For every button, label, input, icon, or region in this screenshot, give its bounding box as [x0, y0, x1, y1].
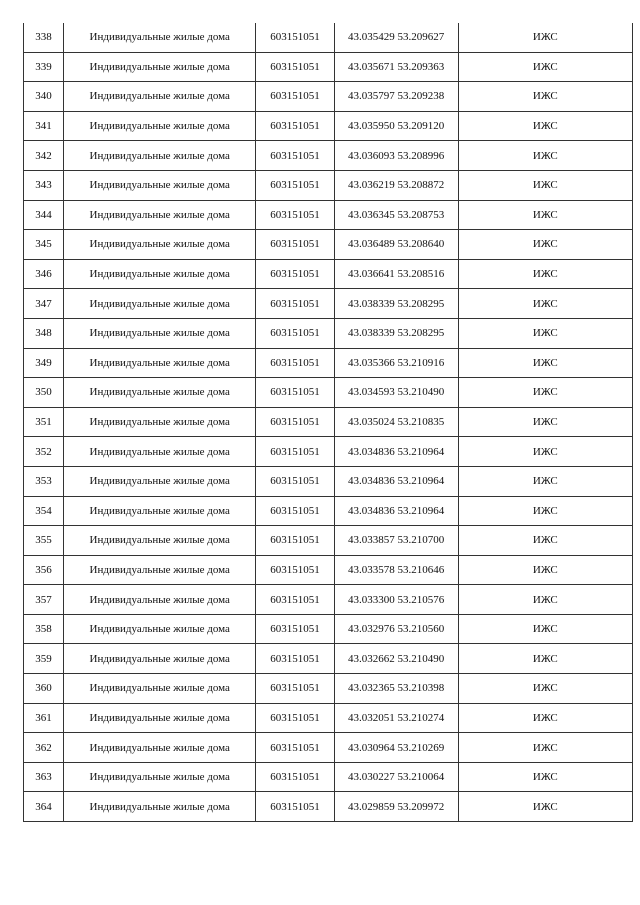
code-cell: 603151051 [256, 526, 334, 556]
object-name-cell: Индивидуальные жилые дома [64, 466, 256, 496]
object-name-cell: Индивидуальные жилые дома [64, 407, 256, 437]
code-cell: 603151051 [256, 466, 334, 496]
row-number-cell: 345 [24, 230, 64, 260]
type-cell: ИЖС [458, 289, 632, 319]
row-number-cell: 339 [24, 52, 64, 82]
row-number-cell: 343 [24, 170, 64, 200]
coordinates-cell: 43.034836 53.210964 [334, 496, 458, 526]
type-cell: ИЖС [458, 23, 632, 52]
object-name-cell: Индивидуальные жилые дома [64, 82, 256, 112]
table-row [24, 52, 633, 82]
table-row [24, 614, 633, 644]
table-row [24, 703, 633, 733]
code-cell: 603151051 [256, 348, 334, 378]
row-number-cell: 354 [24, 496, 64, 526]
table-row [24, 585, 633, 615]
table-row [24, 437, 633, 467]
code-cell: 603151051 [256, 289, 334, 319]
type-cell: ИЖС [458, 733, 632, 763]
object-name-cell: Индивидуальные жилые дома [64, 585, 256, 615]
table-row [24, 407, 633, 437]
code-cell: 603151051 [256, 52, 334, 82]
object-name-cell: Индивидуальные жилые дома [64, 762, 256, 792]
code-cell: 603151051 [256, 170, 334, 200]
type-cell: ИЖС [458, 466, 632, 496]
type-cell: ИЖС [458, 437, 632, 467]
coordinates-cell: 43.030964 53.210269 [334, 733, 458, 763]
coordinates-cell: 43.035429 53.209627 [334, 23, 458, 52]
object-name-cell: Индивидуальные жилые дома [64, 555, 256, 585]
code-cell: 603151051 [256, 82, 334, 112]
object-name-cell: Индивидуальные жилые дома [64, 318, 256, 348]
type-cell: ИЖС [458, 141, 632, 171]
code-cell: 603151051 [256, 733, 334, 763]
object-name-cell: Индивидуальные жилые дома [64, 289, 256, 319]
coordinates-cell: 43.035797 53.209238 [334, 82, 458, 112]
type-cell: ИЖС [458, 555, 632, 585]
table-row [24, 526, 633, 556]
row-number-cell: 358 [24, 614, 64, 644]
code-cell: 603151051 [256, 141, 334, 171]
object-name-cell: Индивидуальные жилые дома [64, 23, 256, 52]
coordinates-cell: 43.036093 53.208996 [334, 141, 458, 171]
table-row [24, 82, 633, 112]
code-cell: 603151051 [256, 703, 334, 733]
coordinates-cell: 43.033578 53.210646 [334, 555, 458, 585]
coordinates-cell: 43.032365 53.210398 [334, 674, 458, 704]
object-name-cell: Индивидуальные жилые дома [64, 348, 256, 378]
row-number-cell: 363 [24, 762, 64, 792]
code-cell: 603151051 [256, 792, 334, 822]
row-number-cell: 359 [24, 644, 64, 674]
table-row [24, 644, 633, 674]
table-row [24, 378, 633, 408]
coordinates-cell: 43.033300 53.210576 [334, 585, 458, 615]
type-cell: ИЖС [458, 407, 632, 437]
type-cell: ИЖС [458, 674, 632, 704]
code-cell: 603151051 [256, 614, 334, 644]
type-cell: ИЖС [458, 526, 632, 556]
object-name-cell: Индивидуальные жилые дома [64, 200, 256, 230]
object-name-cell: Индивидуальные жилые дома [64, 674, 256, 704]
row-number-cell: 361 [24, 703, 64, 733]
row-number-cell: 348 [24, 318, 64, 348]
table-row [24, 289, 633, 319]
row-number-cell: 356 [24, 555, 64, 585]
row-number-cell: 353 [24, 466, 64, 496]
type-cell: ИЖС [458, 230, 632, 260]
code-cell: 603151051 [256, 585, 334, 615]
table-row [24, 762, 633, 792]
coordinates-cell: 43.036641 53.208516 [334, 259, 458, 289]
row-number-cell: 364 [24, 792, 64, 822]
type-cell: ИЖС [458, 318, 632, 348]
code-cell: 603151051 [256, 496, 334, 526]
code-cell: 603151051 [256, 674, 334, 704]
table-row [24, 111, 633, 141]
object-name-cell: Индивидуальные жилые дома [64, 378, 256, 408]
object-name-cell: Индивидуальные жилые дома [64, 437, 256, 467]
object-name-cell: Индивидуальные жилые дома [64, 644, 256, 674]
row-number-cell: 362 [24, 733, 64, 763]
coordinates-cell: 43.034836 53.210964 [334, 466, 458, 496]
code-cell: 603151051 [256, 200, 334, 230]
coordinates-cell: 43.029859 53.209972 [334, 792, 458, 822]
type-cell: ИЖС [458, 762, 632, 792]
coordinates-cell: 43.030227 53.210064 [334, 762, 458, 792]
object-name-cell: Индивидуальные жилые дома [64, 230, 256, 260]
type-cell: ИЖС [458, 348, 632, 378]
row-number-cell: 350 [24, 378, 64, 408]
code-cell: 603151051 [256, 762, 334, 792]
object-name-cell: Индивидуальные жилые дома [64, 703, 256, 733]
type-cell: ИЖС [458, 52, 632, 82]
table-body [24, 23, 633, 822]
object-name-cell: Индивидуальные жилые дома [64, 792, 256, 822]
table-row [24, 496, 633, 526]
row-number-cell: 338 [24, 23, 64, 52]
coordinates-cell: 43.033857 53.210700 [334, 526, 458, 556]
type-cell: ИЖС [458, 792, 632, 822]
object-name-cell: Индивидуальные жилые дома [64, 733, 256, 763]
code-cell: 603151051 [256, 23, 334, 52]
object-name-cell: Индивидуальные жилые дома [64, 52, 256, 82]
table-row [24, 318, 633, 348]
table-row [24, 348, 633, 378]
type-cell: ИЖС [458, 378, 632, 408]
table-row [24, 141, 633, 171]
row-number-cell: 352 [24, 437, 64, 467]
coordinates-cell: 43.035671 53.209363 [334, 52, 458, 82]
table-row [24, 170, 633, 200]
code-cell: 603151051 [256, 230, 334, 260]
object-name-cell: Индивидуальные жилые дома [64, 141, 256, 171]
type-cell: ИЖС [458, 82, 632, 112]
row-number-cell: 344 [24, 200, 64, 230]
table-row [24, 792, 633, 822]
table-row [24, 23, 633, 52]
type-cell: ИЖС [458, 644, 632, 674]
code-cell: 603151051 [256, 555, 334, 585]
row-number-cell: 342 [24, 141, 64, 171]
table-row [24, 230, 633, 260]
code-cell: 603151051 [256, 407, 334, 437]
coordinates-cell: 43.036489 53.208640 [334, 230, 458, 260]
type-cell: ИЖС [458, 200, 632, 230]
type-cell: ИЖС [458, 585, 632, 615]
code-cell: 603151051 [256, 644, 334, 674]
table-row [24, 733, 633, 763]
coordinates-cell: 43.034836 53.210964 [334, 437, 458, 467]
coordinates-cell: 43.038339 53.208295 [334, 318, 458, 348]
coordinates-cell: 43.038339 53.208295 [334, 289, 458, 319]
type-cell: ИЖС [458, 614, 632, 644]
row-number-cell: 346 [24, 259, 64, 289]
coordinates-cell: 43.035950 53.209120 [334, 111, 458, 141]
coordinates-cell: 43.034593 53.210490 [334, 378, 458, 408]
code-cell: 603151051 [256, 318, 334, 348]
type-cell: ИЖС [458, 496, 632, 526]
row-number-cell: 349 [24, 348, 64, 378]
row-number-cell: 351 [24, 407, 64, 437]
object-name-cell: Индивидуальные жилые дома [64, 170, 256, 200]
coordinates-cell: 43.036219 53.208872 [334, 170, 458, 200]
object-name-cell: Индивидуальные жилые дома [64, 614, 256, 644]
table-row [24, 466, 633, 496]
code-cell: 603151051 [256, 259, 334, 289]
table-row [24, 555, 633, 585]
table-row [24, 674, 633, 704]
type-cell: ИЖС [458, 170, 632, 200]
object-name-cell: Индивидуальные жилые дома [64, 111, 256, 141]
object-name-cell: Индивидуальные жилые дома [64, 526, 256, 556]
row-number-cell: 347 [24, 289, 64, 319]
coordinates-cell: 43.035366 53.210916 [334, 348, 458, 378]
coordinates-cell: 43.032976 53.210560 [334, 614, 458, 644]
object-name-cell: Индивидуальные жилые дома [64, 496, 256, 526]
row-number-cell: 360 [24, 674, 64, 704]
object-name-cell: Индивидуальные жилые дома [64, 259, 256, 289]
coordinates-cell: 43.036345 53.208753 [334, 200, 458, 230]
table-row [24, 259, 633, 289]
code-cell: 603151051 [256, 378, 334, 408]
coordinates-cell: 43.032662 53.210490 [334, 644, 458, 674]
type-cell: ИЖС [458, 259, 632, 289]
code-cell: 603151051 [256, 111, 334, 141]
coordinates-cell: 43.035024 53.210835 [334, 407, 458, 437]
row-number-cell: 340 [24, 82, 64, 112]
type-cell: ИЖС [458, 111, 632, 141]
row-number-cell: 357 [24, 585, 64, 615]
table-row [24, 200, 633, 230]
row-number-cell: 355 [24, 526, 64, 556]
code-cell: 603151051 [256, 437, 334, 467]
type-cell: ИЖС [458, 703, 632, 733]
coordinates-cell: 43.032051 53.210274 [334, 703, 458, 733]
row-number-cell: 341 [24, 111, 64, 141]
objects-table [23, 23, 633, 822]
